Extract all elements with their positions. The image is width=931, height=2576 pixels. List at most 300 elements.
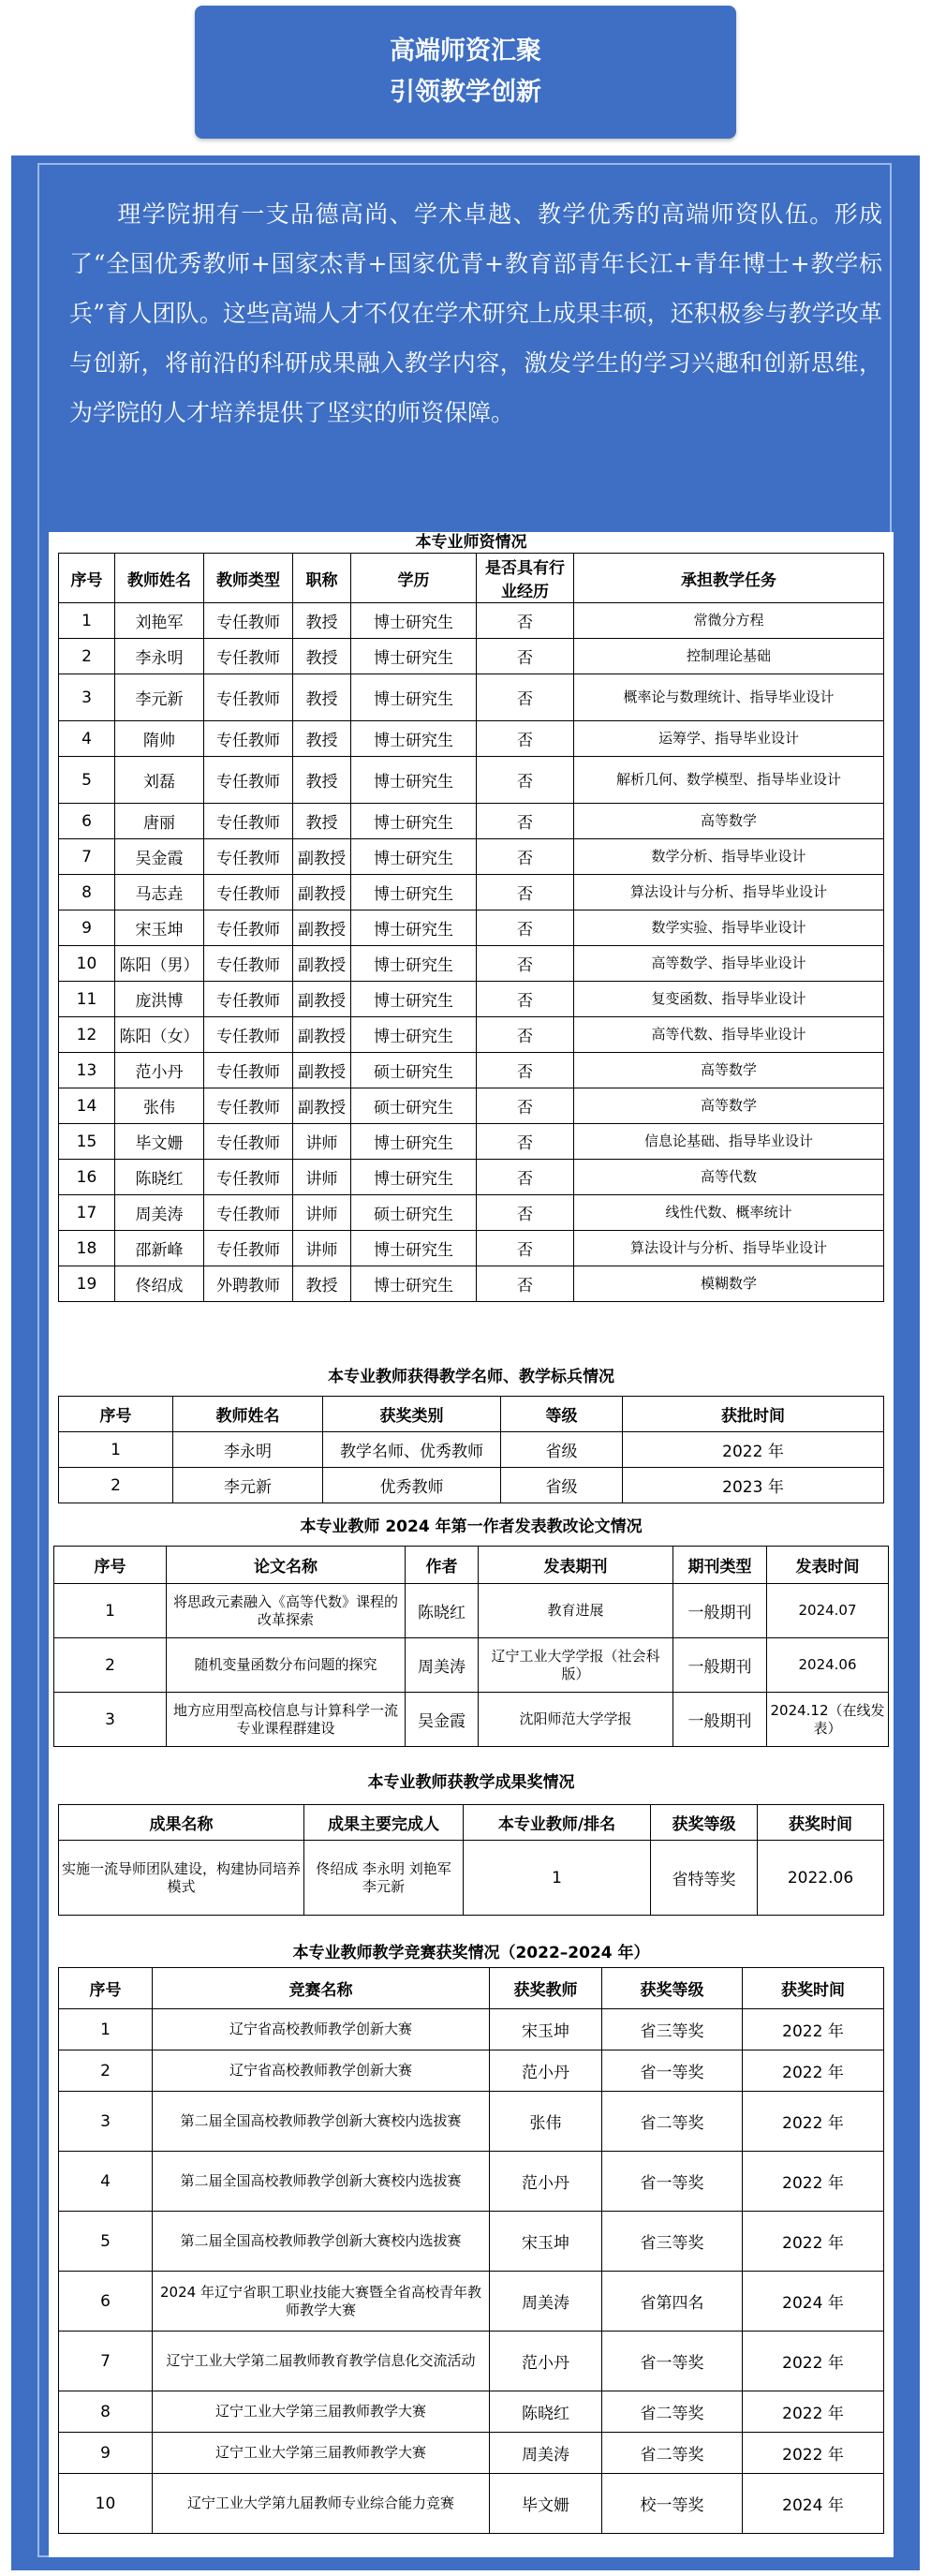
- table-cell: 2024 年辽宁省职工职业技能大赛暨全省高校青年教师教学大赛: [153, 2272, 490, 2332]
- competitions-header-row: [59, 1968, 884, 2009]
- faculty-header-row: [59, 554, 884, 603]
- table-cell: 吴金霞: [115, 839, 204, 875]
- competitions-section: [49, 1939, 894, 2557]
- column-header: 获奖等级: [651, 1805, 758, 1841]
- table-cell: 2: [59, 1468, 173, 1503]
- table-row: [59, 603, 884, 639]
- table-cell: 4: [59, 721, 115, 757]
- table-cell: 吴金霞: [406, 1693, 479, 1747]
- teacher-awards-title: 本专业教师获得教学名师、教学标兵情况: [328, 1368, 614, 1386]
- papers-header-row: [54, 1547, 889, 1584]
- table-cell: 隋帅: [115, 721, 204, 757]
- table-cell: 陈晓红: [490, 2391, 602, 2433]
- table-cell: 否: [477, 603, 574, 639]
- table-cell: 博士研究生: [351, 839, 477, 875]
- table-cell: 2023 年: [623, 1468, 884, 1503]
- table-cell: 第二届全国高校教师教学创新大赛校内选拔赛: [153, 2212, 490, 2272]
- table-row: [59, 946, 884, 982]
- table-cell: 教授: [293, 603, 351, 639]
- table-cell: 高等数学、指导毕业设计: [574, 946, 884, 982]
- table-cell: 2024.12（在线发表）: [767, 1693, 889, 1747]
- table-cell: 5: [59, 757, 115, 804]
- table-cell: 专任教师: [204, 1160, 293, 1195]
- table-cell: 专任教师: [204, 875, 293, 910]
- table-cell: 专任教师: [204, 1053, 293, 1088]
- column-header: 获奖时间: [743, 1968, 884, 2009]
- table-cell: 讲师: [293, 1124, 351, 1160]
- table-cell: 运筹学、指导毕业设计: [574, 721, 884, 757]
- table-cell: 16: [59, 1160, 115, 1195]
- table-cell: 复变函数、指导毕业设计: [574, 982, 884, 1017]
- table-cell: 省级: [501, 1432, 623, 1468]
- table-cell: 概率论与数理统计、指导毕业设计: [574, 674, 884, 721]
- table-cell: 17: [59, 1195, 115, 1231]
- table-cell: 否: [477, 1124, 574, 1160]
- table-cell: 宋玉坤: [490, 2212, 602, 2272]
- table-cell: 专任教师: [204, 1124, 293, 1160]
- table-cell: 邵新峰: [115, 1231, 204, 1266]
- table-cell: 专任教师: [204, 1017, 293, 1053]
- table-cell: 教授: [293, 721, 351, 757]
- table-cell: 副教授: [293, 1017, 351, 1053]
- table-cell: 博士研究生: [351, 1266, 477, 1302]
- table-cell: 7: [59, 839, 115, 875]
- table-cell: 否: [477, 1231, 574, 1266]
- table-cell: 毕文姗: [115, 1124, 204, 1160]
- table-cell: 2022 年: [743, 2332, 884, 2391]
- table-cell: 高等数学: [574, 804, 884, 839]
- column-header: 获奖类别: [323, 1397, 501, 1432]
- table-row: [59, 839, 884, 875]
- table-cell: 博士研究生: [351, 757, 477, 804]
- table-cell: 博士研究生: [351, 603, 477, 639]
- table-cell: 将思政元素融入《高等代数》课程的改革探索: [167, 1584, 406, 1638]
- table-cell: 2022 年: [743, 2092, 884, 2152]
- table-row: [59, 1195, 884, 1231]
- table-cell: 博士研究生: [351, 910, 477, 946]
- table-cell: 专任教师: [204, 982, 293, 1017]
- table-row: [59, 2391, 884, 2433]
- teacher-awards-section: [49, 1358, 894, 1508]
- table-cell: 1: [59, 603, 115, 639]
- column-header: 承担教学任务: [574, 554, 884, 603]
- table-cell: 省二等奖: [602, 2391, 743, 2433]
- table-cell: 陈晓红: [115, 1160, 204, 1195]
- table-row: [59, 2092, 884, 2152]
- table-cell: 优秀教师: [323, 1468, 501, 1503]
- table-cell: 否: [477, 839, 574, 875]
- table-cell: 实施一流导师团队建设，构建协同培养模式: [59, 1841, 304, 1916]
- teacher-awards-body: [59, 1432, 884, 1503]
- table-cell: 2022 年: [743, 2391, 884, 2433]
- table-row: [59, 2332, 884, 2391]
- column-header: 期刊类型: [673, 1547, 767, 1584]
- column-header: 竞赛名称: [153, 1968, 490, 2009]
- table-cell: 副教授: [293, 875, 351, 910]
- table-cell: 3: [54, 1693, 167, 1747]
- achievement-title: 本专业教师获教学成果奖情况: [367, 1773, 575, 1792]
- papers-table: [53, 1546, 889, 1747]
- table-cell: 佟绍成: [115, 1266, 204, 1302]
- column-header: 作者: [406, 1547, 479, 1584]
- table-cell: 省特等奖: [651, 1841, 758, 1916]
- table-cell: 副教授: [293, 1088, 351, 1124]
- banner-title-line1: 高端师资汇聚: [390, 37, 541, 66]
- table-cell: 线性代数、概率统计: [574, 1195, 884, 1231]
- table-cell: 专任教师: [204, 1195, 293, 1231]
- table-cell: 信息论基础、指导毕业设计: [574, 1124, 884, 1160]
- column-header: 序号: [59, 1968, 153, 2009]
- table-row: [59, 639, 884, 674]
- table-cell: 高等数学: [574, 1088, 884, 1124]
- papers-body: [54, 1584, 889, 1747]
- table-cell: 2024.06: [767, 1638, 889, 1693]
- competitions-title: 本专业教师教学竞赛获奖情况（2022–2024 年）: [292, 1944, 650, 1962]
- table-cell: 专任教师: [204, 804, 293, 839]
- table-row: [54, 1693, 889, 1747]
- table-cell: 专任教师: [204, 946, 293, 982]
- table-cell: 1: [54, 1584, 167, 1638]
- column-header: 职称: [293, 554, 351, 603]
- table-row: [59, 875, 884, 910]
- faculty-table: [58, 553, 884, 1302]
- faculty-title: 本专业师资情况: [415, 533, 527, 552]
- table-cell: 2024.07: [767, 1584, 889, 1638]
- table-row: [59, 2152, 884, 2212]
- table-cell: 教授: [293, 757, 351, 804]
- table-cell: 博士研究生: [351, 1124, 477, 1160]
- table-cell: 博士研究生: [351, 1017, 477, 1053]
- table-cell: 数学实验、指导毕业设计: [574, 910, 884, 946]
- table-cell: 第二届全国高校教师教学创新大赛校内选拔赛: [153, 2152, 490, 2212]
- table-cell: 周美涛: [490, 2433, 602, 2474]
- table-cell: 刘磊: [115, 757, 204, 804]
- table-cell: 高等代数、指导毕业设计: [574, 1017, 884, 1053]
- table-cell: 专任教师: [204, 1231, 293, 1266]
- table-cell: 范小丹: [490, 2152, 602, 2212]
- table-cell: 省一等奖: [602, 2050, 743, 2092]
- table-cell: 8: [59, 875, 115, 910]
- table-cell: 算法设计与分析、指导毕业设计: [574, 1231, 884, 1266]
- table-row: [59, 1017, 884, 1053]
- column-header: 序号: [54, 1547, 167, 1584]
- table-cell: 陈阳（男）: [115, 946, 204, 982]
- table-cell: 否: [477, 1053, 574, 1088]
- table-row: [59, 1432, 884, 1468]
- table-cell: 周美涛: [406, 1638, 479, 1693]
- competitions-table: [58, 1967, 884, 2534]
- column-header: 教师姓名: [173, 1397, 323, 1432]
- table-cell: 2022 年: [623, 1432, 884, 1468]
- table-cell: 地方应用型高校信息与计算科学一流专业课程群建设: [167, 1693, 406, 1747]
- table-cell: 博士研究生: [351, 804, 477, 839]
- table-cell: 辽宁省高校教师教学创新大赛: [153, 2009, 490, 2050]
- table-cell: 模糊数学: [574, 1266, 884, 1302]
- table-cell: 11: [59, 982, 115, 1017]
- table-row: [59, 757, 884, 804]
- table-cell: 辽宁工业大学学报（社会科版）: [479, 1638, 673, 1693]
- table-cell: 讲师: [293, 1231, 351, 1266]
- table-cell: 专任教师: [204, 721, 293, 757]
- table-cell: 2022 年: [743, 2433, 884, 2474]
- table-cell: 专任教师: [204, 839, 293, 875]
- table-row: [59, 2212, 884, 2272]
- table-cell: 专任教师: [204, 1088, 293, 1124]
- table-cell: 博士研究生: [351, 982, 477, 1017]
- table-cell: 张伟: [490, 2092, 602, 2152]
- table-cell: 马志垚: [115, 875, 204, 910]
- table-cell: 2024 年: [743, 2272, 884, 2332]
- table-cell: 陈晓红: [406, 1584, 479, 1638]
- papers-title: 本专业教师 2024 年第一作者发表教改论文情况: [300, 1517, 643, 1536]
- table-cell: 18: [59, 1231, 115, 1266]
- table-cell: 2022 年: [743, 2009, 884, 2050]
- table-cell: 否: [477, 910, 574, 946]
- table-cell: 副教授: [293, 946, 351, 982]
- table-cell: 教授: [293, 639, 351, 674]
- table-cell: 6: [59, 804, 115, 839]
- column-header: 本专业教师/排名: [464, 1805, 651, 1841]
- table-cell: 数学分析、指导毕业设计: [574, 839, 884, 875]
- table-cell: 教学名师、优秀教师: [323, 1432, 501, 1468]
- banner-title-line2: 引领教学创新: [390, 78, 541, 107]
- table-cell: 校一等奖: [602, 2474, 743, 2534]
- table-cell: 6: [59, 2272, 153, 2332]
- table-cell: 3: [59, 2092, 153, 2152]
- table-cell: 博士研究生: [351, 639, 477, 674]
- table-row: [59, 1841, 884, 1916]
- table-cell: 宋玉坤: [115, 910, 204, 946]
- table-cell: 专任教师: [204, 757, 293, 804]
- table-row: [59, 910, 884, 946]
- table-cell: 一般期刊: [673, 1693, 767, 1747]
- table-cell: 讲师: [293, 1195, 351, 1231]
- table-cell: 博士研究生: [351, 875, 477, 910]
- table-cell: 辽宁工业大学第三届教师教学大赛: [153, 2433, 490, 2474]
- table-cell: 教育进展: [479, 1584, 673, 1638]
- table-cell: 范小丹: [115, 1053, 204, 1088]
- table-cell: 硕士研究生: [351, 1053, 477, 1088]
- table-cell: 沈阳师范大学学报: [479, 1693, 673, 1747]
- table-cell: 李永明: [115, 639, 204, 674]
- column-header: 论文名称: [167, 1547, 406, 1584]
- table-cell: 15: [59, 1124, 115, 1160]
- column-header: 获奖教师: [490, 1968, 602, 2009]
- table-row: [59, 1124, 884, 1160]
- table-row: [59, 1053, 884, 1088]
- teacher-awards-table: [58, 1396, 884, 1503]
- table-cell: 否: [477, 674, 574, 721]
- column-header: 等级: [501, 1397, 623, 1432]
- table-cell: 李永明: [173, 1432, 323, 1468]
- table-row: [54, 1638, 889, 1693]
- column-header: 学历: [351, 554, 477, 603]
- table-row: [54, 1584, 889, 1638]
- table-cell: 2: [59, 639, 115, 674]
- achievement-table: [58, 1804, 884, 1916]
- table-row: [59, 804, 884, 839]
- table-cell: 10: [59, 946, 115, 982]
- intro-paragraph: [69, 189, 882, 437]
- faculty-body: [59, 603, 884, 1302]
- table-cell: 省二等奖: [602, 2433, 743, 2474]
- table-cell: 省一等奖: [602, 2332, 743, 2391]
- table-cell: 博士研究生: [351, 1231, 477, 1266]
- table-row: [59, 2009, 884, 2050]
- table-cell: 否: [477, 1160, 574, 1195]
- table-cell: 否: [477, 1195, 574, 1231]
- table-cell: 庞洪博: [115, 982, 204, 1017]
- column-header: 教师类型: [204, 554, 293, 603]
- table-cell: 高等代数: [574, 1160, 884, 1195]
- table-cell: 博士研究生: [351, 1160, 477, 1195]
- table-cell: 一般期刊: [673, 1584, 767, 1638]
- table-cell: 硕士研究生: [351, 1195, 477, 1231]
- table-cell: 2022 年: [743, 2050, 884, 2092]
- table-cell: 专任教师: [204, 603, 293, 639]
- table-cell: 陈阳（女）: [115, 1017, 204, 1053]
- table-cell: 唐丽: [115, 804, 204, 839]
- table-cell: 刘艳军: [115, 603, 204, 639]
- table-cell: 12: [59, 1017, 115, 1053]
- table-cell: 省三等奖: [602, 2009, 743, 2050]
- table-cell: 7: [59, 2332, 153, 2391]
- achievement-section: [49, 1761, 894, 1939]
- table-cell: 常微分方程: [574, 603, 884, 639]
- table-cell: 1: [59, 2009, 153, 2050]
- column-header: 发表期刊: [479, 1547, 673, 1584]
- table-cell: 省三等奖: [602, 2212, 743, 2272]
- table-cell: 19: [59, 1266, 115, 1302]
- table-cell: 1: [59, 1432, 173, 1468]
- table-row: [59, 2433, 884, 2474]
- table-row: [59, 2474, 884, 2534]
- table-cell: 省一等奖: [602, 2152, 743, 2212]
- table-cell: 博士研究生: [351, 946, 477, 982]
- table-cell: 专任教师: [204, 674, 293, 721]
- competitions-body: [59, 2009, 884, 2534]
- table-row: [59, 1231, 884, 1266]
- table-cell: 教授: [293, 804, 351, 839]
- table-cell: 副教授: [293, 1053, 351, 1088]
- table-row: [59, 2272, 884, 2332]
- table-cell: 4: [59, 2152, 153, 2212]
- achievement-body: [59, 1841, 884, 1916]
- table-cell: 教授: [293, 674, 351, 721]
- table-cell: 李元新: [115, 674, 204, 721]
- table-cell: 硕士研究生: [351, 1088, 477, 1124]
- table-cell: 9: [59, 910, 115, 946]
- table-cell: 否: [477, 639, 574, 674]
- table-cell: 否: [477, 721, 574, 757]
- table-cell: 否: [477, 982, 574, 1017]
- table-cell: 辽宁工业大学第三届教师教学大赛: [153, 2391, 490, 2433]
- table-cell: 3: [59, 674, 115, 721]
- table-cell: 否: [477, 1266, 574, 1302]
- table-cell: 2024 年: [743, 2474, 884, 2534]
- column-header: 是否具有行业经历: [477, 554, 574, 603]
- column-header: 获奖时间: [758, 1805, 884, 1841]
- table-cell: 13: [59, 1053, 115, 1088]
- column-header: 获奖等级: [602, 1968, 743, 2009]
- table-row: [59, 674, 884, 721]
- table-cell: 毕文姗: [490, 2474, 602, 2534]
- table-cell: 控制理论基础: [574, 639, 884, 674]
- table-cell: 10: [59, 2474, 153, 2534]
- table-cell: 省第四名: [602, 2272, 743, 2332]
- table-cell: 周美涛: [490, 2272, 602, 2332]
- intro-text: 理学院拥有一支品德高尚、学术卓越、教学优秀的高端师资队伍。形成了“全国优秀教师+国家杰青+国家优青+教育部青年长江+青年博士+教学标兵”育人团队。这些高端人才不仅在学术研究上成果丰硕，还积极参与教学改革与创新，将前沿的科研成果融入教学内容，激发学生的学习兴趣和创新思维，为学院的人才培养提供了坚实的师资保障。: [69, 200, 882, 426]
- table-cell: 讲师: [293, 1160, 351, 1195]
- table-cell: 2: [59, 2050, 153, 2092]
- table-cell: 副教授: [293, 839, 351, 875]
- table-cell: 9: [59, 2433, 153, 2474]
- table-row: [59, 1088, 884, 1124]
- table-cell: 5: [59, 2212, 153, 2272]
- table-row: [59, 2050, 884, 2092]
- table-cell: 否: [477, 757, 574, 804]
- table-cell: 张伟: [115, 1088, 204, 1124]
- table-cell: 2022 年: [743, 2212, 884, 2272]
- table-cell: 辽宁省高校教师教学创新大赛: [153, 2050, 490, 2092]
- table-cell: 否: [477, 875, 574, 910]
- table-cell: 教授: [293, 1266, 351, 1302]
- table-cell: 一般期刊: [673, 1638, 767, 1693]
- table-cell: 14: [59, 1088, 115, 1124]
- table-cell: 否: [477, 946, 574, 982]
- table-cell: 李元新: [173, 1468, 323, 1503]
- table-cell: 2: [54, 1638, 167, 1693]
- table-cell: 外聘教师: [204, 1266, 293, 1302]
- table-cell: 解析几何、数学模型、指导毕业设计: [574, 757, 884, 804]
- table-cell: 专任教师: [204, 910, 293, 946]
- table-cell: 否: [477, 804, 574, 839]
- table-row: [59, 1468, 884, 1503]
- table-cell: 省级: [501, 1468, 623, 1503]
- table-cell: 专任教师: [204, 639, 293, 674]
- table-cell: 副教授: [293, 982, 351, 1017]
- table-cell: 宋玉坤: [490, 2009, 602, 2050]
- table-cell: 范小丹: [490, 2332, 602, 2391]
- table-cell: 周美涛: [115, 1195, 204, 1231]
- table-cell: 否: [477, 1088, 574, 1124]
- column-header: 序号: [59, 554, 115, 603]
- column-header: 成果名称: [59, 1805, 304, 1841]
- table-cell: 辽宁工业大学第二届教师教育教学信息化交流活动: [153, 2332, 490, 2391]
- table-cell: 省二等奖: [602, 2092, 743, 2152]
- table-cell: 算法设计与分析、指导毕业设计: [574, 875, 884, 910]
- papers-section: [49, 1508, 894, 1761]
- table-row: [59, 982, 884, 1017]
- faculty-section: [49, 532, 894, 1358]
- column-header: 教师姓名: [115, 554, 204, 603]
- column-header: 成果主要完成人: [304, 1805, 464, 1841]
- column-header: 序号: [59, 1397, 173, 1432]
- table-cell: 辽宁工业大学第九届教师专业综合能力竞赛: [153, 2474, 490, 2534]
- table-row: [59, 1266, 884, 1302]
- table-cell: 2022 年: [743, 2152, 884, 2212]
- table-cell: 高等数学: [574, 1053, 884, 1088]
- table-cell: 第二届全国高校教师教学创新大赛校内选拔赛: [153, 2092, 490, 2152]
- table-cell: 否: [477, 1017, 574, 1053]
- table-row: [59, 721, 884, 757]
- column-header: 发表时间: [767, 1547, 889, 1584]
- table-row: [59, 1160, 884, 1195]
- table-cell: 博士研究生: [351, 674, 477, 721]
- table-cell: 博士研究生: [351, 721, 477, 757]
- table-cell: 副教授: [293, 910, 351, 946]
- table-cell: 范小丹: [490, 2050, 602, 2092]
